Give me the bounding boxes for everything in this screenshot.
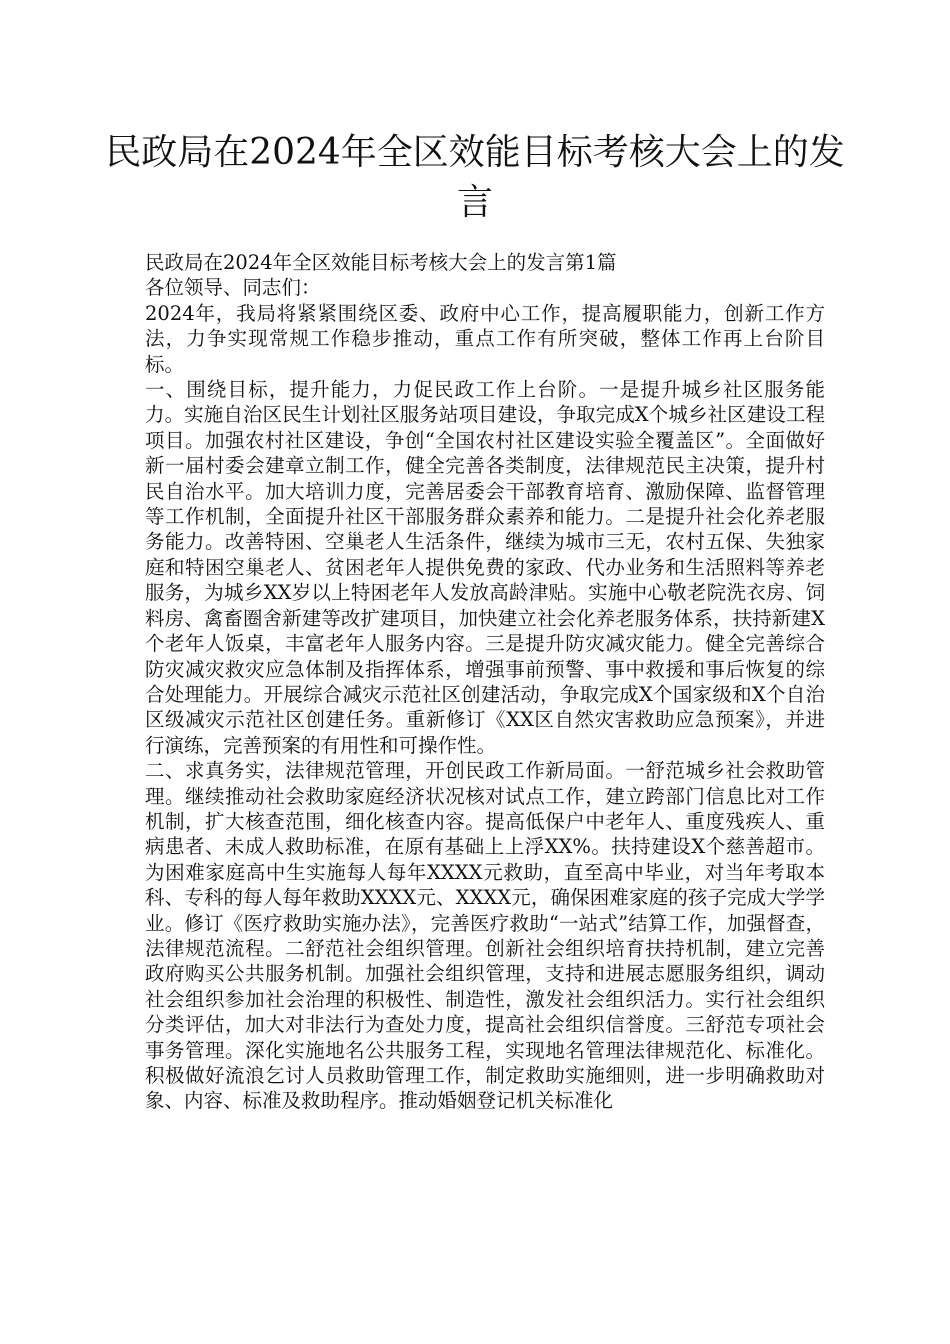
paragraph-part-two: 二、求真务实，法律规范管理，开创民政工作新局面。一舒范城乡社会救助管理。继续推动社会救助家庭经济状况核对试点工作，建立跨部门信息比对工作机制，扩大核查范围，细化核查内容。提高低保户中老年人、重度残疾人、重病患者、未成人救助标准，在原有基础上上浮XX%。扶持建设X个慈善超市。为困难家庭高中生实施每人每年XXXX元救助，直至高中毕业，对当年考取本科、专科的每人每年救助XXXX元、XXXX元，确保困难家庭的孩子完成大学学业。修订《医疗救助实施办法》，完善医疗救助“一站式”结算工作，加强督查，法律规范流程。二舒范社会组织管理。创新社会组织培育扶持机制，建立完善政府购买公共服务机制。加强社会组织管理，支持和进展志愿服务组织，调动社会组织参加社会治理的积极性、制造性，激发社会组织活力。实行社会组织分类评估，加大对非法行为查处力度，提高社会组织信誉度。三舒范专项社会事务管理。深化实施地名公共服务工程，实现地名管理法律规范化、标准化。积极做好流浪乞讨人员救助管理工作，制定救助实施细则，进一步明确救助对象、内容、标准及救助程序。推动婚姻登记机关标准化: [145, 759, 825, 1113]
paragraph-intro: 2024年，我局将紧紧围绕区委、政府中心工作，提高履职能力，创新工作方法，力争实现常规工作稳步推动，重点工作有所突破，整体工作再上台阶目标。: [145, 301, 825, 376]
paragraph-section-heading: 民政局在2024年全区效能目标考核大会上的发言第1篇: [145, 251, 617, 274]
paragraph-part-one: 一、围绕目标，提升能力，力促民政工作上台阶。一是提升城乡社区服务能力。实施自治区民生计划社区服务站项目建设，争取完成X个城乡社区建设工程项目。加强农村社区建设，争创“全国农村社区建设实验全覆盖区”。全面做好新一届村委会建章立制工作，健全完善各类制度，法律规范民主决策，提升村民自治水平。加大培训力度，完善居委会干部教育培育、激励保障、监督管理等工作机制，全面提升社区干部服务群众素养和能力。二是提升社会化养老服务能力。改善特困、空巢老人生活条件，继续为城市三无，农村五保、失独家庭和特困空巢老人、贫困老年人提供免费的家政、代办业务和生活照料等养老服务，为城乡XX岁以上特困老年人发放高龄津贴。实施中心敬老院洗衣房、饲料房、禽畜圈舍新建等改扩建项目，加快建立社会化养老服务体系，扶持新建X个老年人饭桌，丰富老年人服务内容。三是提升防灾减灾能力。健全完善综合防灾减灾救灾应急体制及指挥体系，增强事前预警、事中救援和事后恢复的综合处理能力。开展综合减灾示范社区创建活动，争取完成X个国家级和X个自治区级减灾示范社区创建任务。重新修订《XX区自然灾害救助应急预案》，并进行演练，完善预案的有用性和可操作性。: [145, 378, 825, 757]
document-title: 民政局在2024年全区效能目标考核大会上的发言: [105, 132, 845, 223]
document-body: [145, 250, 825, 1114]
paragraph-salutation: 各位领导、同志们：: [145, 276, 321, 300]
